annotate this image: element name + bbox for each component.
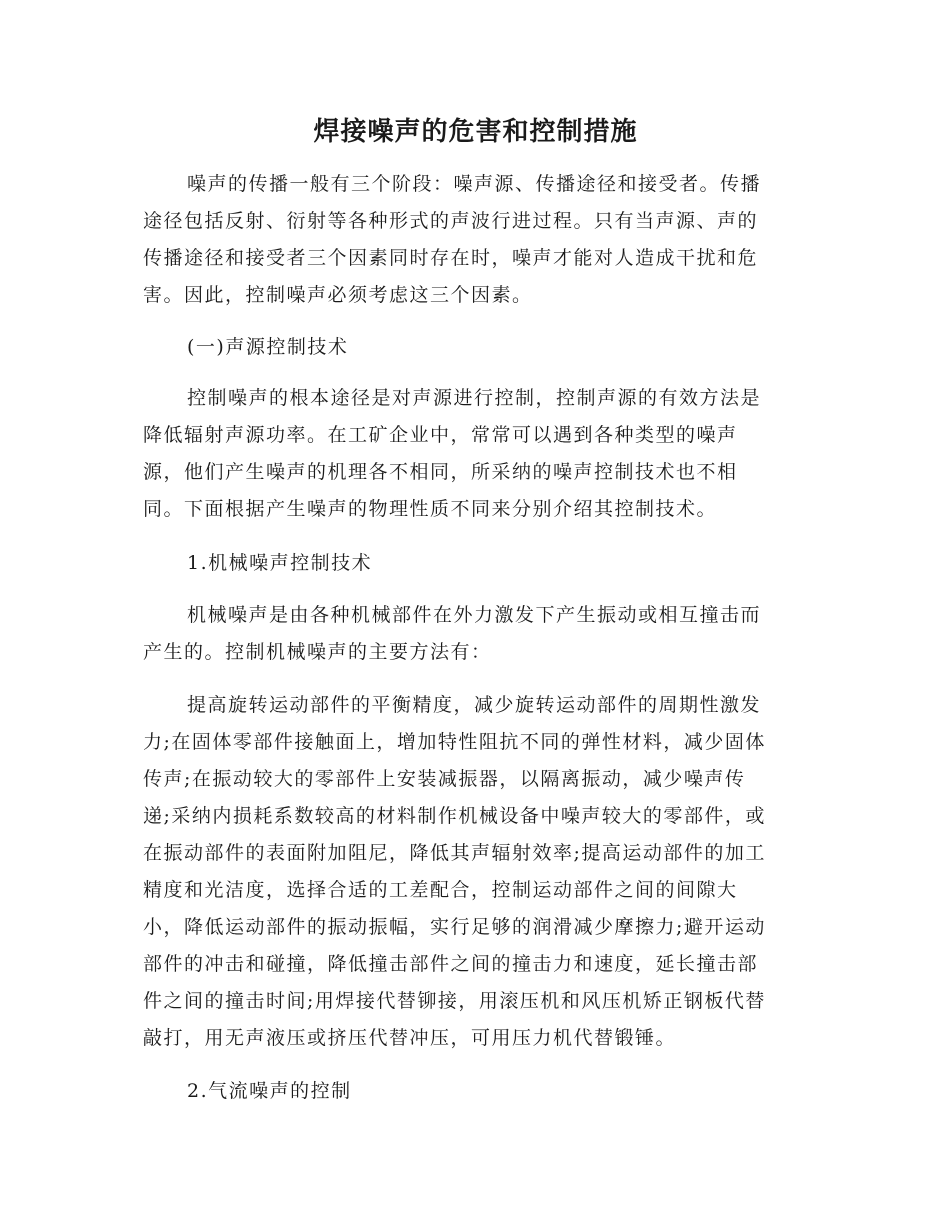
text-line: 控制噪声的根本途径是对声源进行控制，控制声源的有效方法是	[187, 387, 762, 409]
text-line: 传播途径和接受者三个因素同时存在时，噪声才能对人造成干扰和危	[143, 247, 759, 269]
text-line: 1.机械噪声控制技术	[187, 552, 373, 574]
text-line: (一)声源控制技术	[187, 336, 349, 358]
paragraph-propagation	[143, 166, 808, 314]
text-line: 源，他们产生噪声的机理各不相同，所采纳的噪声控制技术也不相	[143, 461, 738, 483]
section-heading-airflow-noise	[143, 1073, 808, 1110]
text-line: 途径包括反射、衍射等各种形式的声波行进过程。只有当声源、声的	[143, 210, 759, 232]
text-line: 产生的。控制机械噪声的主要方法有：	[143, 641, 492, 663]
text-line: 2.气流噪声的控制	[187, 1080, 352, 1102]
text-line: 同。下面根据产生噪声的物理性质不同来分别介绍其控制技术。	[143, 498, 718, 520]
document-title: 焊接噪声的危害和控制措施	[313, 117, 638, 147]
paragraph-mechanical-methods	[143, 687, 808, 1057]
text-line: 提高旋转运动部件的平衡精度，减少旋转运动部件的周期性激发	[187, 694, 762, 716]
text-line: 害。因此，控制噪声必须考虑这三个因素。	[143, 284, 533, 306]
text-line: 在振动部件的表面附加阻尼，降低其声辐射效率;提高运动部件的加工	[143, 842, 766, 864]
text-line: 件之间的撞击时间;用焊接代替铆接，用滚压机和风压机矫正钢板代替	[143, 990, 766, 1012]
text-line: 力;在固体零部件接触面上，增加特性阻抗不同的弹性材料，减少固体	[143, 731, 766, 753]
text-line: 机械噪声是由各种机械部件在外力激发下产生振动或相互撞击而	[187, 604, 762, 626]
text-line: 降低辐射声源功率。在工矿企业中，常常可以遇到各种类型的噪声	[143, 424, 738, 446]
text-line: 小，降低运动部件的振动振幅，实行足够的润滑减少摩擦力;避开运动	[143, 916, 766, 938]
text-line: 递;采纳内损耗系数较高的材料制作机械设备中噪声较大的零部件，或	[143, 805, 766, 827]
text-line: 精度和光洁度，选择合适的工差配合，控制运动部件之间的间隙大	[143, 879, 738, 901]
text-line: 传声;在振动较大的零部件上安装减振器，以隔离振动，减少噪声传	[143, 768, 746, 790]
text-line: 部件的冲击和碰撞，降低撞击部件之间的撞击力和速度，延长撞击部	[143, 953, 759, 975]
section-heading-mechanical-noise	[143, 545, 808, 582]
paragraph-source-control	[143, 380, 808, 528]
paragraph-mechanical-noise	[143, 597, 808, 671]
section-heading-source-control	[143, 329, 808, 366]
text-line: 敲打，用无声液压或挤压代替冲压，可用压力机代替锻锤。	[143, 1027, 677, 1049]
text-line: 噪声的传播一般有三个阶段：噪声源、传播途径和接受者。传播	[187, 173, 762, 195]
